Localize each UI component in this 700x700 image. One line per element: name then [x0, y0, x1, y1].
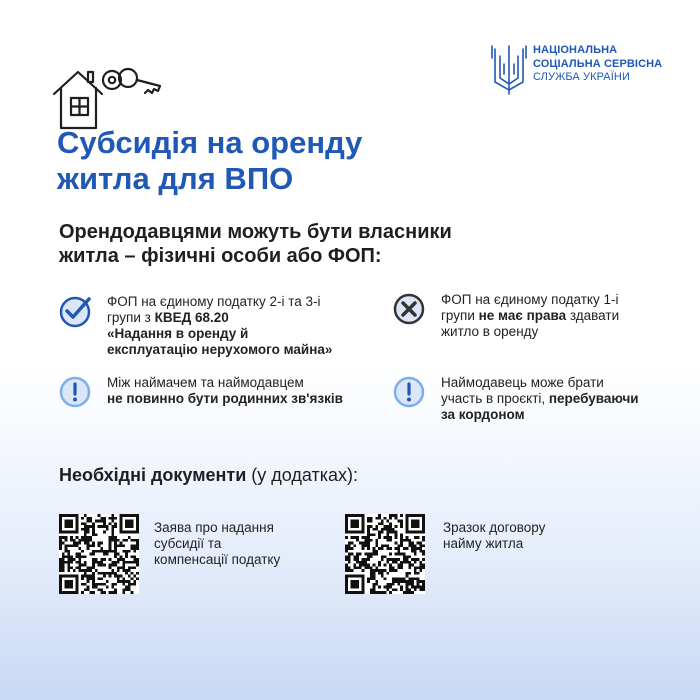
not-allowed-line-3: житло в оренду — [441, 324, 539, 339]
title-line-1: Субсидія на оренду — [57, 125, 363, 160]
ssu-logo — [491, 44, 662, 96]
documents-heading-rest: (у додатках): — [246, 465, 359, 485]
subtitle — [59, 220, 529, 268]
documents-heading-bold: Необхідні документи — [59, 465, 247, 485]
relatives-line-1: Між наймачем та наймодавцем — [107, 375, 304, 390]
document-2-label — [443, 520, 623, 552]
not-allowed-line-1: ФОП на єдиному податку 1-і — [441, 292, 619, 307]
allowed-line-1: ФОП на єдиному податку 2-і та 3-і — [107, 294, 321, 309]
subtitle-line-2: житла – фізичні особи або ФОП: — [59, 245, 382, 267]
abroad-line-2a: участь в проєкті, — [441, 391, 549, 406]
landlord-abroad-item — [392, 375, 691, 423]
allowed-fop-item — [58, 294, 377, 358]
not-allowed-line-2a: групи — [441, 308, 479, 323]
abroad-line-1: Наймодавець може брати — [441, 375, 604, 390]
house-with-key-icon — [50, 56, 165, 132]
doc1-line-1: Заява про надання — [154, 520, 274, 535]
x-circle-icon — [392, 292, 426, 326]
doc2-line-1: Зразок договору — [443, 520, 546, 535]
doc1-line-3: компенсації податку — [154, 552, 281, 567]
allowed-line-3: «Надання в оренду й — [107, 326, 249, 341]
doc1-line-2: субсидії та — [154, 536, 222, 551]
allowed-line-2a: групи з — [107, 310, 155, 325]
not-allowed-emphasis: не має права — [478, 308, 567, 323]
abroad-line-2b: перебуваючи — [548, 391, 639, 406]
title-line-2: житла для ВПО — [57, 161, 294, 196]
relatives-line-2: не повинно бути родинних зв'язків — [107, 391, 343, 406]
logo-line-2: СОЦІАЛЬНА СЕРВІСНА — [533, 57, 663, 70]
allowed-line-4: експлуатацію нерухомого майна» — [107, 342, 333, 357]
exclamation-circle-icon — [58, 375, 92, 409]
allowed-kved: КВЕД 68.20 — [154, 310, 229, 325]
not-allowed-line-2c: здавати — [566, 308, 620, 323]
doc2-line-2: найму житла — [443, 536, 524, 551]
trident-emblem-icon — [491, 44, 527, 96]
no-relatives-item — [58, 375, 377, 409]
logo-line-1: НАЦІОНАЛЬНА — [533, 44, 618, 56]
not-allowed-fop-item — [392, 292, 691, 340]
subtitle-line-1: Орендодавцями можуть бути власники — [59, 221, 452, 243]
check-circle-icon — [58, 294, 92, 328]
qr-code-icon[interactable] — [345, 514, 425, 594]
qr-code-icon[interactable] — [59, 514, 139, 594]
page-title — [57, 125, 477, 197]
exclamation-circle-icon — [392, 375, 426, 409]
documents-heading — [59, 465, 358, 486]
document-1-label — [154, 520, 334, 568]
abroad-line-3: за кордоном — [441, 407, 525, 422]
logo-line-3: СЛУЖБА УКРАЇНИ — [533, 71, 630, 83]
